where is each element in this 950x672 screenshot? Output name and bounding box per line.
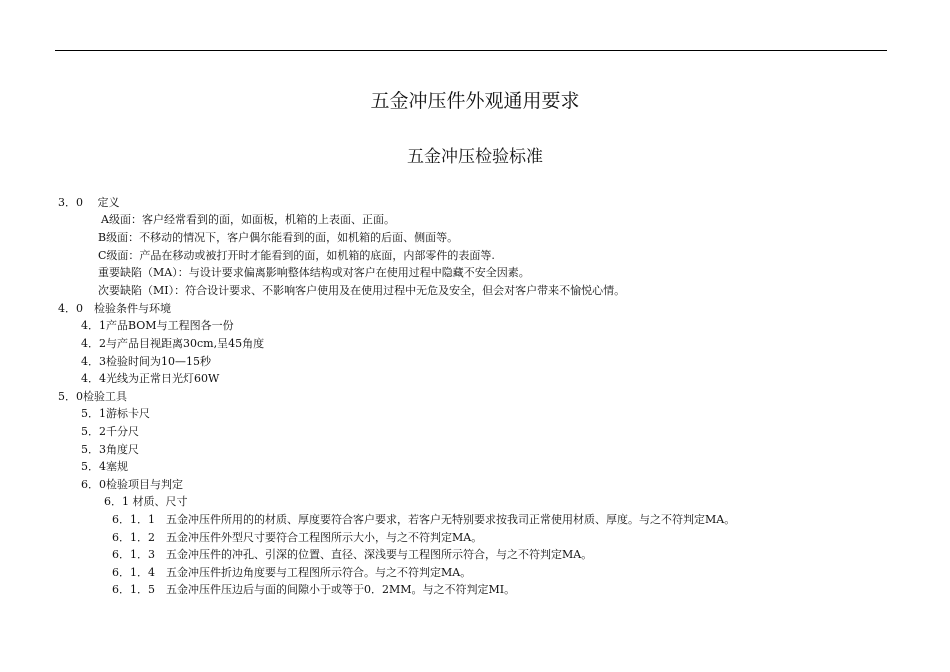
list-item: 6．1．5 五金冲压件压边后与面的间隙小于或等于0．2MM。与之不符判定MI。: [112, 583, 516, 596]
subsection-6-1-heading: 6．1 材质、尺寸: [104, 495, 188, 508]
definition-minor-defect: 次要缺陷（MI）：符合设计要求、不影响客户使用及在使用过程中无危及安全，但会对客户带来不愉悦心情。: [98, 284, 626, 297]
section-4-heading: 4．0 检验条件与环境: [58, 302, 171, 315]
definition-b-grade: B级面：不移动的情况下，客户偶尔能看到的面，如机箱的后面、侧面等。: [98, 231, 459, 244]
document-title: 五金冲压件外观通用要求: [370, 90, 580, 112]
list-item: 5．2千分尺: [81, 425, 139, 438]
list-item: 6．1．1 五金冲压件所用的的材质、厚度要符合客户要求，若客户无特别要求按我司正常使用材质、厚度。与之不符判定MA。: [112, 513, 736, 526]
definition-major-defect: 重要缺陷（MA）：与设计要求偏离影响整体结构或对客户在使用过程中隐藏不安全因素。: [98, 266, 530, 279]
list-item: 5．1游标卡尺: [81, 407, 150, 420]
list-item: 5．4塞规: [81, 460, 128, 473]
list-item: 4．4光线为正常日光灯60W: [81, 372, 220, 385]
list-item: 6．1．2 五金冲压件外型尺寸要符合工程图所示大小，与之不符判定MA。: [112, 531, 483, 544]
list-item: 4．3检验时间为10—15秒: [81, 355, 211, 368]
list-item: 6．1．4 五金冲压件折边角度要与工程图所示符合。与之不符判定MA。: [112, 566, 472, 579]
list-item: 4．2与产品目视距离30cm,呈45角度: [81, 337, 265, 350]
section-6-heading: 6．0检验项目与判定: [81, 478, 183, 491]
list-item: 4．1产品BOM与工程图各一份: [81, 319, 234, 332]
header-rule: [55, 50, 887, 51]
list-item: 5．3角度尺: [81, 443, 139, 456]
definition-c-grade: C级面：产品在移动或被打开时才能看到的面，如机箱的底面，内部零件的表面等.: [98, 249, 495, 262]
list-item: 6．1．3 五金冲压件的冲孔、引深的位置、直径、深浅要与工程图所示符合，与之不符判定MA。: [112, 548, 593, 561]
section-5-heading: 5．0检验工具: [58, 390, 127, 403]
document-subtitle: 五金冲压检验标准: [407, 147, 543, 167]
section-3-heading: 3．0 定义: [58, 196, 120, 209]
definition-a-grade: A级面：客户经常看到的面，如面板，机箱的上表面、正面。: [101, 213, 395, 226]
